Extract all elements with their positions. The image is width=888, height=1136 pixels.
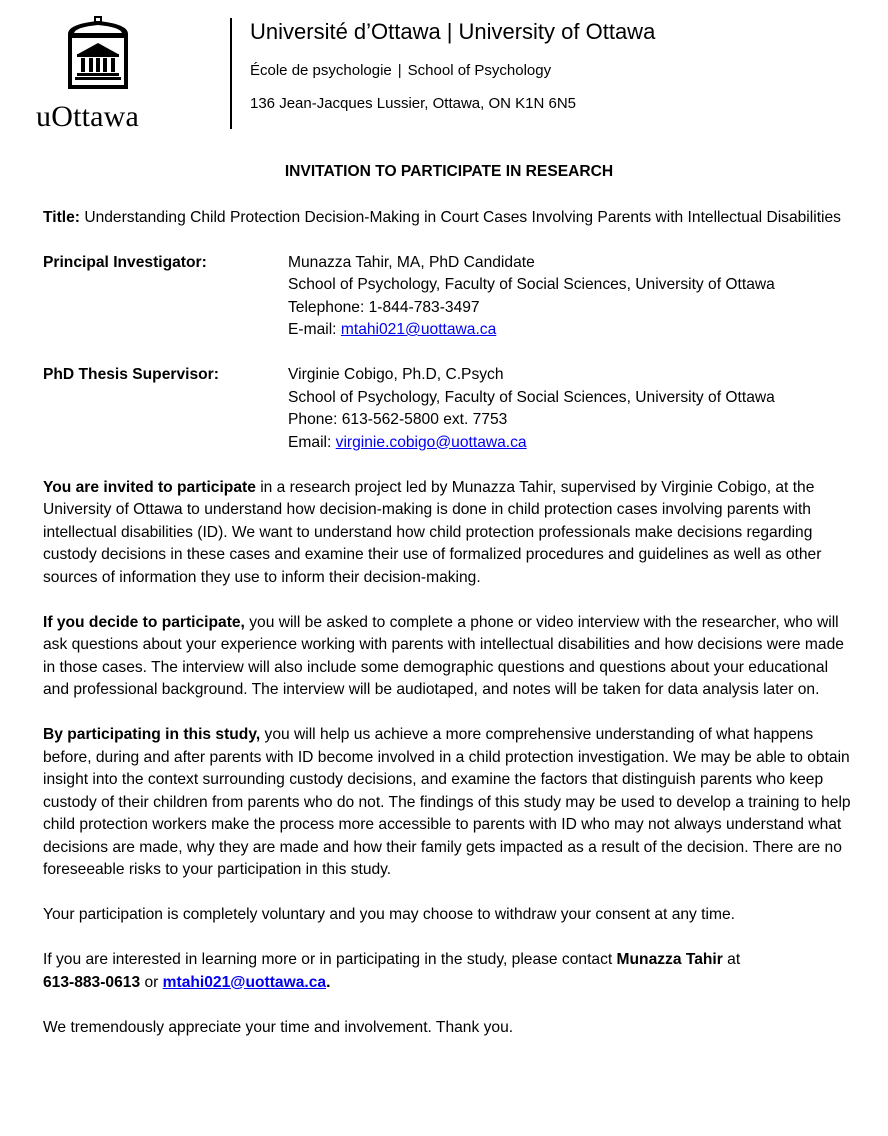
supervisor-email-line [288, 432, 775, 455]
pi-email-link[interactable]: mtahi021@uottawa.ca [340, 321, 497, 338]
pi-affiliation: School of Psychology, Faculty of Social Sciences, University of Ottawa [288, 276, 775, 293]
title-label: Title: [43, 208, 80, 226]
contact-paragraph [43, 949, 855, 994]
pi-phone: Telephone: 1-844-783-3497 [288, 298, 480, 316]
pi-label: Principal Investigator: [43, 253, 207, 271]
document-body [43, 161, 855, 1062]
school-name-en: School of Psychology [407, 62, 552, 79]
university-name-fr: Université d’Ottawa [250, 19, 441, 44]
invitation-text: in a research project led by Munazza Tahir, supervised by Virginie Cobigo, at the University of Ottawa to understand how decision-making is done in child protection cases involving parents with intellectual disabilities (ID). We want to understand how child protection professionals make decisions regarding custody decisions in these cases and examine their use of formalized procedures and guidelines as well as other sources of information they use to inform their decision-making. [43, 478, 822, 586]
voluntary-paragraph: Your participation is completely voluntary and you may choose to withdraw your consent at any time. [43, 906, 735, 923]
invitation-paragraph [43, 477, 855, 590]
participation-paragraph [43, 612, 855, 702]
school-name-fr: École de psychologie [250, 62, 392, 79]
contact-text: If you are interested in learning more or in participating in the study, please contact [43, 951, 617, 968]
supervisor-name: Virginie Cobigo, Ph.D, C.Psych [288, 366, 504, 383]
letterhead [0, 0, 888, 140]
contact-name: Munazza Tahir [616, 951, 723, 968]
pi-details [288, 252, 775, 342]
contact-email-link[interactable]: mtahi021@uottawa.ca [162, 973, 327, 991]
pi-email-label: E-mail: [288, 321, 337, 338]
school-name [250, 62, 551, 79]
university-name [250, 19, 655, 45]
supervisor-details [288, 364, 775, 454]
university-name-en: University of Ottawa [458, 19, 656, 44]
study-title [43, 207, 855, 230]
header-divider [230, 18, 232, 129]
supervisor-affiliation: School of Psychology, Faculty of Social Sciences, University of Ottawa [288, 388, 775, 406]
school-address: 136 Jean-Jacques Lussier, Ottawa, ON K1N 6N5 [250, 95, 577, 112]
page-title: INVITATION TO PARTICIPATE IN RESEARCH [284, 163, 614, 180]
benefits-text: you will help us achieve a more comprehensive understanding of what happens before, during and after parents with ID become involved in a child protection investigation. We may be able to obtain insight into the context surrounding custody decisions, and examine the factors that distinguish parents who keep custody of their children from parents who do not. The findings of this study may be used to develop a training to help child protection workers make the process more accessible to parents with ID who may not always understand what decisions are made, why they are made and how their family gets impacted as a result of the decision. There are no foreseeable risks to your participation in this study. [43, 726, 851, 878]
uottawa-logo [32, 16, 172, 136]
invitation-lead: You are invited to participate [43, 478, 256, 496]
university-building-icon [66, 16, 130, 90]
supervisor-label: PhD Thesis Supervisor: [43, 366, 219, 383]
pi-name: Munazza Tahir, MA, PhD Candidate [288, 253, 535, 271]
benefits-paragraph [43, 724, 855, 882]
contact-end: . [326, 973, 331, 991]
contact-phone: 613-883-0613 [43, 973, 141, 991]
pi-email-line [288, 319, 775, 342]
participation-text: you will be asked to complete a phone or video interview with the researcher, who will ask questions about your experience working with parents with intellectual disabilities and how decisions were made in those cases. The interview will also include some demographic questions and questions about your educational and professional background. The interview will be audiotaped, and notes will be taken for data analysis later on. [43, 613, 844, 698]
logo-wordmark: uOttawa [36, 100, 140, 133]
supervisor-email-label: Email: [288, 433, 332, 451]
supervisor-block [43, 364, 855, 454]
separator: | [446, 19, 453, 44]
contact-at: at [722, 951, 741, 968]
principal-investigator-block [43, 252, 855, 342]
supervisor-phone: Phone: 613-562-5800 ext. 7753 [288, 411, 508, 428]
contact-or: or [140, 973, 163, 991]
supervisor-email-link[interactable]: virginie.cobigo@uottawa.ca [335, 433, 527, 451]
thank-you-paragraph: We tremendously appreciate your time and involvement. Thank you. [43, 1018, 514, 1036]
benefits-lead: By participating in this study, [43, 726, 261, 743]
participation-lead: If you decide to participate, [43, 613, 245, 631]
title-text: Understanding Child Protection Decision-Making in Court Cases Involving Parents with Intellectual Disabilities [84, 208, 841, 226]
separator: | [397, 62, 402, 79]
